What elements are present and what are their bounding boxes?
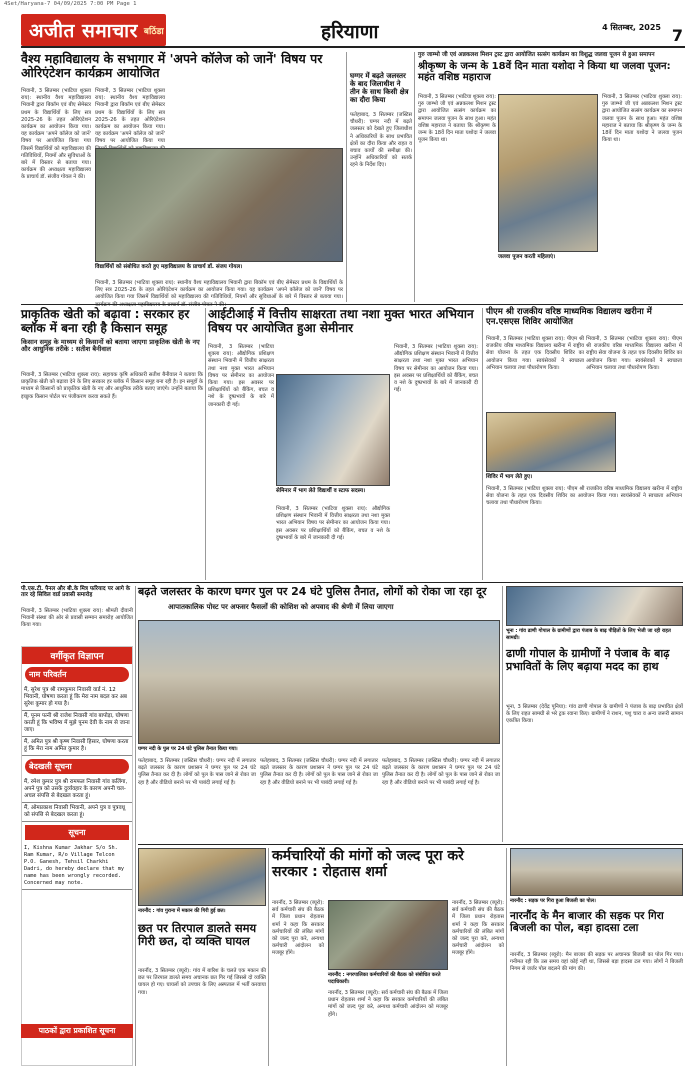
story-body-continued: भिवानी, 3 सितम्बर (भाटिया शुक्ला राय): औद्योगिक प्रशिक्षण संस्थान भिवानी में वित्तीय साक्षरता तथा नशा मुक्त भारत अभियान विषय पर सेमीनार का आयोजन किया गया। इस अवसर पर प्रशिक्षार्थियों को बैंकिंग, बचत व नशे के दुष्प्रभावों के बारे में जानकारी दी गई।	[276, 506, 390, 541]
photo-caption: घग्गर नदी के पुल पर 24 घंटे पुलिस तैनात किया गया।	[138, 746, 238, 752]
story-body-continued: फतेहाबाद, 3 सितम्बर (जस्टिस चौधरी): घग्गर नदी में लगातार बढ़ते जलस्तर के कारण प्रशासन ने घग्गर पुल पर 24 घंटे पुलिस तैनात कर दी है। लोगों को पुल के पास जाने से रोका जा रहा है और वीडियो बनाने पर भी पाबंदी लगाई गई है।	[260, 758, 378, 786]
story-roof-collapse	[138, 848, 266, 1066]
story-electric-pole	[510, 848, 683, 1066]
story-headline: आईटीआई में वित्तीय साक्षरता तथा नशा मुक्त भारत अभियान विषय पर आयोजित हुआ सेमीनार	[208, 307, 474, 335]
story-body-tail: भिवानी, 3 सितम्बर (भाटिया शुक्ला राय): औद्योगिक प्रशिक्षण संस्थान भिवानी में वित्तीय साक्षरता तथा नशा मुक्त भारत अभियान विषय पर सेमीनार का आयोजन किया गया। इस अवसर पर प्रशिक्षार्थियों को बैंकिंग, बचत व नशे के दुष्प्रभावों के बारे में जानकारी दी गई।	[394, 344, 478, 394]
photo-caption: शिविर में भाग लेते हुए।	[486, 474, 533, 480]
story-headline: वैश्य महाविद्यालय के सभागार में 'अपने कॉलेज को जानें' विषय पर ओरिएंटेशन कार्यक्रम आयोजित	[21, 51, 323, 81]
story-body-tail: भिवानी, 3 सितम्बर (भाटिया शुक्ला राय): स्थानीय वैश्य महाविद्यालय भिवानी द्वारा बिकॉम एवं बीए सेमेस्टर प्रथम के विद्यार्थियों के लिए सत्र 2025-26 के तहत ओरिएंटेशन कार्यक्रम का आयोजन किया गया। यह कार्यक्रम 'अपने कॉलेज को जानें' विषय पर आयोजित किया गया जिसमें विद्यार्थियों को महाविद्यालय की गतिविधियों, नियमों और सुविधाओं के बारे में विस्तार से बताया गया।	[95, 280, 343, 301]
story-ghaggar-police	[138, 586, 500, 836]
photo-caption: सेमिनार में भाग लेते विद्यार्थी व स्टाफ सदस्य।	[276, 488, 366, 494]
story-body: भिवानी, 3 सितम्बर (भाटिया शुक्ला राय): सहायक कृषि अधिकारी सतीश बैनीवाल ने बताया कि प्राकृतिक खेती को बढ़ावा देने के लिए सरकार हर ब्लॉक में किसान समूह बना रही है। इन समूहों के माध्यम से किसानों को प्राकृतिक खेती के नए और आधुनिक तरीके बताए जाएंगे। उन्होंने बताया कि इच्छुक किसान पोर्टल पर पंजीकरण करवा सकते हैं।	[21, 372, 203, 400]
story-body-continued: भिवानी, 3 सितम्बर (भाटिया शुक्ला राय): गुरु जाम्भो जी एवं अन्नकलश मिशन ट्रस्ट द्वारा आयोजित सत्संग कार्यक्रम का समापन जलवा पूजन के साथ हुआ। महंत वशिष्ठ महाराज ने बताया कि श्रीकृष्ण के जन्म के 18वें दिन माता यशोदा ने जलवा पूजन किया था।	[602, 94, 682, 144]
photo-caption: नारनौंद : नगरपालिका कर्मचारियों की बैठक को संबोधित करते पदाधिकारी।	[328, 972, 441, 985]
story-photo	[510, 848, 683, 896]
story-body-tail: भिवानी, 3 सितम्बर (भाटिया शुक्ला राय): पीएम श्री राजकीय वरिष्ठ माध्यमिक विद्यालय खरीना में राष्ट्रीय सेवा योजना के तहत एक दिवसीय शिविर का आयोजन किया गया। स्वयंसेवकों ने स्वच्छता अभियान चलाया तथा पौधारोपण किया।	[486, 486, 682, 507]
story-body-continued: भिवानी, 3 सितम्बर (भाटिया शुक्ला राय): स्थानीय वैश्य महाविद्यालय भिवानी द्वारा बिकॉम एवं बीए सेमेस्टर प्रथम के विद्यार्थियों के लिए सत्र 2025-26 के तहत ओरिएंटेशन कार्यक्रम का आयोजन किया गया। यह कार्यक्रम 'अपने कॉलेज को जानें' विषय पर आयोजित किया गया	[95, 88, 165, 145]
story-headline: छत पर तिरपाल डालते समय गिरी छत, दो व्यक्ति घायल	[138, 921, 257, 949]
story-body: नारनौंद, 3 सितम्बर (ब्यूरो): मैन बाजार की सड़क पर अचानक बिजली का पोल गिर गया। गनीमत रही कि उस समय वहां कोई नहीं था, जिससे बड़ा हादसा टल गया। लोगों ने बिजली निगम से जर्जर पोल बदलने की मांग की।	[510, 952, 683, 973]
story-body-continued: नारनौंद, 3 सितम्बर (ब्यूरो): सर्व कर्मचारी संघ की बैठक में जिला प्रधान रोहतास शर्मा ने कहा कि सरकार कर्मचारियों की लंबित मांगों को जल्द पूरा करे, अन्यथा कर्मचारी आंदोलन को मजबूर होंगे।	[328, 990, 448, 1018]
print-slug: 4Set/Haryana-7 04/09/2025 7:00 PM Page 1	[4, 1, 137, 7]
missing-label: बेदखली सूचना	[25, 759, 129, 774]
story-pravasi-samaroh	[21, 586, 133, 646]
name-change-item: मैं, अमित पुत्र श्री कृष्ण निवासी हिसार, घोषणा करता हूं कि मेरा नाम अमित कुमार है।	[22, 737, 132, 756]
story-headline: पी.एस.टी. पैनल और बी.के मित्र फरियाद पर आगे के तार रहे सिविल वार्ड प्रवासी समारोह	[21, 586, 131, 599]
story-photo	[486, 412, 616, 472]
story-body: भिवानी, 3 सितम्बर (भाटिया शुक्ला राय): स्थानीय वैश्य महाविद्यालय भिवानी द्वारा बिकॉम एवं बीए सेमेस्टर प्रथम के विद्यार्थियों के लिए सत्र 2025-26 के तहत ओरिएंटेशन कार्यक्रम का आयोजन किया गया। यह कार्यक्रम 'अपने कॉलेज को जानें' विषय पर आयोजित किया गया जिसमें विद्यार्थियों को महाविद्यालय की गतिविधियों, नियमों और सुविधाओं के बारे में विस्तार से बताया गया। कार्यक्रम की अध्यक्षता महाविद्यालय के प्राचार्य डॉ. संजीव गोयल ने की।	[21, 88, 91, 181]
story-subheadline: आपातकालिक पोस्ट पर अफसर फैसलों की कोशिश को अपवाद की श्रेणी में लिया जाएगा	[168, 602, 394, 611]
story-body: भिवानी, 3 सितम्बर (भाटिया शुक्ला राय): गुरु जाम्भो जी एवं अन्नकलश मिशन ट्रस्ट द्वारा आयोजित सत्संग कार्यक्रम का समापन जलवा पूजन के साथ हुआ। महंत वशिष्ठ महाराज ने बताया कि श्रीकृष्ण के जन्म के 18वें दिन माता यशोदा ने जलवा पूजन किया था।	[418, 94, 496, 144]
story-photo	[328, 900, 448, 970]
story-body: फतेहाबाद, 3 सितम्बर (जस्टिस चौधरी): घग्गर नदी में बढ़ते जलस्तर को देखते हुए जिलाधीश ने अधिकारियों के साथ प्रभावित क्षेत्रों का दौरा किया और राहत व बचाव कार्यों की समीक्षा की। उन्होंने अधिकारियों को सतर्क रहने के निर्देश दिए।	[350, 112, 412, 169]
story-ghaggar-dm-visit	[350, 72, 412, 302]
story-vaish-college	[21, 52, 345, 302]
page-number: 7	[671, 26, 683, 45]
paper-name-badge	[21, 14, 166, 46]
story-body: फतेहाबाद, 3 सितम्बर (जस्टिस चौधरी): घग्गर नदी में लगातार बढ़ते जलस्तर के कारण प्रशासन ने घग्गर पुल पर 24 घंटे पुलिस तैनात कर दी है। लोगों को पुल के पास जाने से रोका जा रहा है और वीडियो बनाने पर भी पाबंदी लगाई गई है।	[138, 758, 256, 786]
page-date: 4 सितम्बर, 2025	[602, 23, 661, 32]
story-photo	[138, 620, 500, 744]
story-headline: श्रीकृष्ण के जन्म के 18वें दिन माता यशोदा ने किया था जलवा पूजन: महंत वशिष्ठ महाराज	[418, 60, 671, 84]
section-title: हरियाणा	[321, 21, 379, 43]
story-photo	[138, 848, 266, 906]
story-headline: घग्गर में बढ़ते जलस्तर के बाद जिलाधीश ने तीन के साथ किसी क्षेत्र का दौरा किया	[350, 72, 409, 105]
story-headline: बढ़ते जलस्तर के कारण घग्गर पुल पर 24 घंटे पुलिस तैनात, लोगों को रोका जा रहा दूर	[138, 585, 487, 598]
story-employee-demands	[272, 848, 504, 1066]
story-dhani-gopal-flood-help	[506, 586, 683, 842]
story-headline: कर्मचारियों की मांगों को जल्द पूरा करे सरकार : रोहतास शर्मा	[272, 848, 464, 881]
story-natural-farming	[21, 308, 203, 580]
story-body: भूना, 3 सितम्बर (देवेंद्र पूनिया): गांव ढाणी गोपाल के ग्रामीणों ने पंजाब के बाढ़ प्रभावित क्षेत्रों के लिए राहत सामग्री से भरे ट्रक रवाना किए। ग्रामीणों ने राशन, पशु चारा व अन्य जरूरी सामान एकत्रित किया।	[506, 704, 683, 725]
notice-label: सूचना	[25, 825, 129, 840]
story-body: भिवानी, 3 सितम्बर (भाटिया शुक्ला राय): औद्योगिक प्रशिक्षण संस्थान भिवानी में वित्तीय साक्षरता तथा नशा मुक्त भारत अभियान विषय पर सेमीनार का आयोजन किया गया। इस अवसर पर प्रशिक्षार्थियों को बैंकिंग, बचत व नशे के दुष्प्रभावों के बारे में जानकारी दी गई।	[208, 344, 274, 408]
story-body-tail: फतेहाबाद, 3 सितम्बर (जस्टिस चौधरी): घग्गर नदी में लगातार बढ़ते जलस्तर के कारण प्रशासन ने घग्गर पुल पर 24 घंटे पुलिस तैनात कर दी है। लोगों को पुल के पास जाने से रोका जा रहा है और वीडियो बनाने पर भी पाबंदी लगाई गई है।	[382, 758, 500, 786]
photo-caption: भूना : गांव ढाणी गोपाल के ग्रामीणों द्वारा पंजाब के बाढ़ पीड़ितों के लिए भेजी जा रही राहत सामग्री।	[506, 628, 671, 641]
classifieds-panel	[21, 646, 133, 1066]
story-nss-camp	[486, 308, 683, 580]
story-headline: ढाणी गोपाल के ग्रामीणों ने पंजाब के बाढ़ प्रभावितों के लिए बढ़ाया मदद का हाथ	[506, 647, 670, 673]
story-photo	[498, 94, 598, 252]
edition-name: बठिंडा	[143, 26, 164, 37]
photo-caption: नारनौंद : गांव गुराना में मकान की गिरी हुई छत।	[138, 908, 226, 914]
story-body: नारनौंद, 3 सितम्बर (ब्यूरो): सर्व कर्मचारी संघ की बैठक में जिला प्रधान रोहतास शर्मा ने कहा कि सरकार कर्मचारियों की लंबित मांगों को जल्द पूरा करे, अन्यथा कर्मचारी आंदोलन को मजबूर होंगे।	[272, 900, 324, 957]
story-body-continued: भिवानी, 3 सितम्बर (भाटिया शुक्ला राय): पीएम श्री राजकीय वरिष्ठ माध्यमिक विद्यालय खरीना में राष्ट्रीय सेवा योजना के तहत एक दिवसीय शिविर का आयोजन किया गया। स्वयंसेवकों ने स्वच्छता अभियान चलाया तथा पौधारोपण किया।	[586, 336, 682, 371]
footer-promo: पाठकों द्वारा प्रकाशित सूचना	[21, 1024, 133, 1038]
photo-caption: विद्यार्थियों को संबोधित करते हुए महाविद्यालय के प्राचार्य डॉ. संजय गोयल।	[95, 264, 243, 270]
story-jalwa-pujan	[418, 52, 683, 302]
missing-item: मैं, ओमप्रकाश निवासी भिवानी, अपने पुत्र व पुत्रवधू को संपत्ति से बेदखल करता हूं।	[22, 803, 132, 822]
photo-caption: जलवा पूजन करती महिलाएं।	[498, 254, 556, 260]
story-headline: प्राकृतिक खेती को बढ़ावा : सरकार हर ब्लॉक में बना रही है किसान समूह	[21, 307, 190, 335]
name-change-item: मैं, सुरेश पुत्र श्री रामकुमार निवासी वार्ड नं. 12 भिवानी, घोषणा करता हूं कि मेरा नाम बदल कर अब सुरेश कुमार हो गया है।	[22, 685, 132, 711]
story-photo	[506, 586, 683, 626]
name-change-item: मैं, पूनम पत्नी श्री राजेश निवासी गांव बापोड़ा, घोषणा करती हूं कि भविष्य में मुझे पूनम देवी के नाम से जाना जाए।	[22, 711, 132, 737]
missing-item: मैं, रमेश कुमार पुत्र श्री रामफल निवासी गांव कलिंगा, अपने पुत्र को उसके दुर्व्यवहार के कारण अपनी चल-अचल संपत्ति से बेदखल करता हूं।	[22, 777, 132, 803]
story-subheadline: किसान समूह के माध्यम से किसानों को बताया जाएगा प्राकृतिक खेती के नए और आधुनिक तरीके : सतीश बैनीवाल	[21, 337, 200, 354]
name-change-label: नाम परिवर्तन	[25, 667, 129, 682]
story-headline: नारनौंद के मैन बाजार की सड़क पर गिरा बिजली का पोल, बड़ा हादसा टला	[510, 910, 664, 935]
notice-body: I, Kishna Kumar Jakhar S/o Sh. Ram Kumar, R/o Village Telcon P.O. Ganesh, Tehsil Charkhi Dadri, do hereby declare that my name has been wrongly recorded. Concerned may note.	[22, 843, 132, 890]
story-headline: पीएम श्री राजकीय वरिष्ठ माध्यमिक विद्यालय खरीना में एन.एसएस शिविर आयोजित	[486, 307, 652, 327]
masthead	[21, 12, 685, 48]
story-body-tail: नारनौंद, 3 सितम्बर (ब्यूरो): सर्व कर्मचारी संघ की बैठक में जिला प्रधान रोहतास शर्मा ने कहा कि सरकार कर्मचारियों की लंबित मांगों को जल्द पूरा करे, अन्यथा कर्मचारी आंदोलन को मजबूर होंगे।	[452, 900, 504, 957]
photo-caption: नारनौंद : सड़क पर गिरा हुआ बिजली का पोल।	[510, 898, 596, 904]
story-photo	[276, 374, 390, 486]
story-iti-seminar	[208, 308, 480, 580]
story-body: नारनौंद, 3 सितम्बर (ब्यूरो): गांव में बारिश के चलते एक मकान की छत पर तिरपाल डालते समय अचानक छत गिर गई जिससे दो व्यक्ति घायल हो गए। घायलों को उपचार के लिए अस्पताल में भर्ती करवाया गया।	[138, 968, 266, 996]
story-body: भिवानी, 3 सितम्बर (भाटिया शुक्ला राय): पीएम श्री राजकीय वरिष्ठ माध्यमिक विद्यालय खरीना में राष्ट्रीय सेवा योजना के तहत एक दिवसीय शिविर का आयोजन किया गया। स्वयंसेवकों ने स्वच्छता अभियान चलाया तथा पौधारोपण किया।	[486, 336, 584, 371]
classifieds-heading: वर्गीकृत विज्ञापन	[22, 647, 132, 664]
paper-name: अजीत समाचार	[29, 20, 138, 42]
story-body: भिवानी, 3 सितम्बर (भाटिया शुक्ला राय): श्रीमती दीवानी भिवानी संस्था की ओर से प्रवासी सम्मान समारोह आयोजित किया गया।	[21, 608, 133, 629]
story-photo	[95, 148, 343, 262]
story-kicker: गुरु जाम्भो जी एवं अन्नकलश मिशन ट्रस्ट द्वारा आयोजित सत्संग कार्यक्रम का विशुद्ध जलवा पूजन से हुआ समापन	[418, 52, 655, 58]
